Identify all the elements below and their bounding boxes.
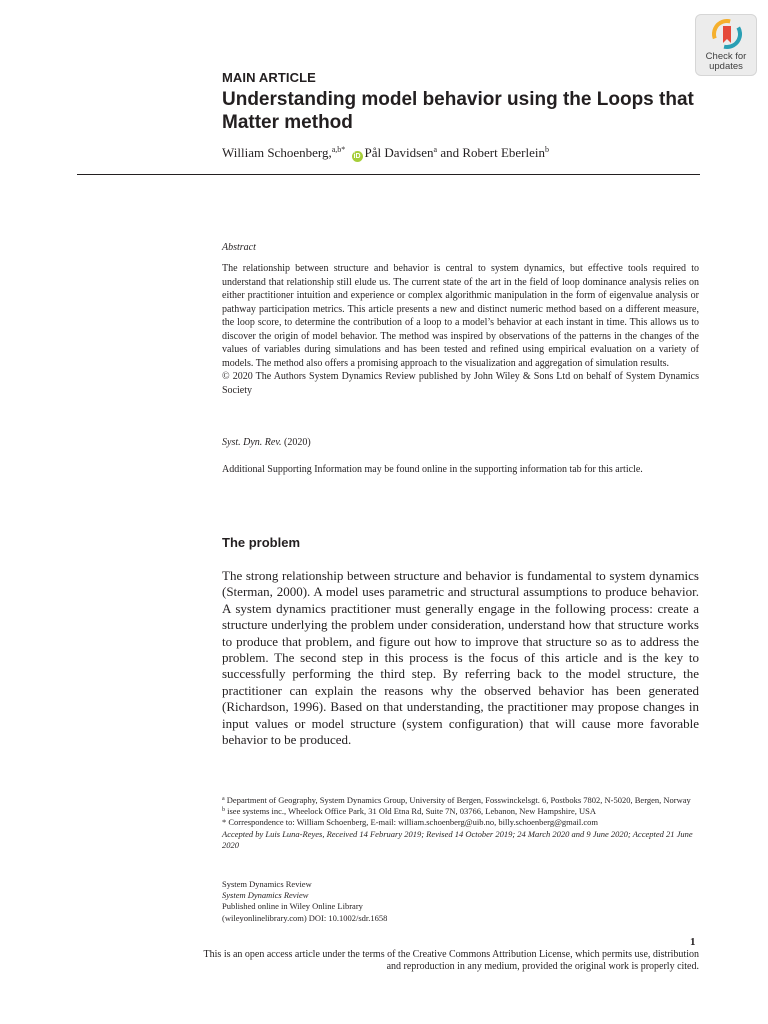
check-for-updates-label <box>696 52 756 72</box>
author-affiliation-mark: a <box>433 145 438 154</box>
author-conjunction: and <box>437 145 463 160</box>
journal-citation <box>222 437 311 448</box>
section-heading: The problem <box>222 535 301 550</box>
copyright-notice: © 2020 The Authors System Dynamics Review published by John Wiley & Sons Ltd on behalf of System Dynamics Society <box>222 371 699 396</box>
section-label: MAIN ARTICLE <box>222 70 316 85</box>
affiliation-footnote-b <box>222 806 699 817</box>
check-for-updates-badge[interactable] <box>695 14 757 76</box>
publication-note: Published online in Wiley Online Library <box>222 901 363 912</box>
author-name[interactable]: Robert Eberlein <box>462 145 546 160</box>
badge-line-1: Check for <box>705 51 747 62</box>
journal-name: System Dynamics Review <box>222 879 312 889</box>
abstract-body <box>222 262 699 397</box>
correspondence-footnote: * Correspondence to: William Schoenberg, E-mail: william.schoenberg@uib.no, billy.schoenberg@gmail.com <box>222 817 599 828</box>
orcid-icon[interactable]: iD <box>353 153 361 160</box>
badge-line-2: updates <box>709 61 743 72</box>
journal-info <box>222 879 387 924</box>
author-list <box>222 145 549 162</box>
page-number: 1 <box>690 936 696 948</box>
acceptance-history: Accepted by Luis Luna-Reyes, Received 14 February 2019; Revised 14 October 2019; 24 March 2020 and 9 June 2020; Accepted 21 June 2020 <box>222 828 693 850</box>
footnote-mark: b <box>222 807 225 814</box>
author-name[interactable]: William Schoenberg, <box>222 145 332 160</box>
article-title: Understanding model behavior using the Loops that Matter method <box>222 89 694 133</box>
citation-year: (2020) <box>281 437 311 448</box>
abstract-text: The relationship between structure and behavior is central to system dynamics, but effective tools required to understand that relationship still elude us. The current state of the art in the field of loop dominance analysis relies on either practitioner intuition and experience or complex algorithmic manipulation in the form of eigenvalue analysis or pathway participation metrics. This article presents a new and distinct numeric method based on a different measure, the loop score, to determine the contribution of a loop to a model’s behavior at each instant in time. This allows us to discover the origin of model behavior. The method was inspired by observations of the patterns in the changes of the values of variables during simulations and has been tested and refined using empirical evaluation on a variety of models. The method also offers a promising approach to the visualization and aggregation of simulation results. <box>222 263 699 369</box>
license-line: and reproduction in any medium, provided the original work is properly cited. <box>386 961 699 972</box>
journal-abbreviation: Syst. Dyn. Rev. <box>222 437 282 448</box>
affiliation-footnote-a <box>222 795 699 806</box>
author-name[interactable]: Pål Davidsen <box>364 145 434 160</box>
author-affiliation-mark: b <box>545 145 550 154</box>
footnote-mark: a <box>222 796 225 802</box>
body-paragraph: The strong relationship between structure and behavior is fundamental to system dynamics (Sterman, 2000). A model uses parametric and structural assumptions to produce behavior. A system dynamics practitioner must generally engage in the following process: create a structure underlying the problem under consideration, understand how that structure works to produce that problem, and figure out how to improve that structure so as to address the problem. The second step in this process is the focus of this article and is the key to successfully performing the third step. By referring back to the model structure, the practitioner can explain the reasons why the observed behavior has been generated (Richardson, 1996). Based on that understanding, the practitioner may propose changes in input values or model structure (system configuration) that will cause more favorable behavior to be produced. <box>222 568 699 748</box>
license-line: This is an open access article under the terms of the Creative Commons Attribution License, which permits use, distribution <box>203 949 699 960</box>
footnotes <box>222 795 699 851</box>
header-divider <box>77 174 700 175</box>
author-affiliation-mark: a,b* <box>331 145 346 154</box>
footnote-text: isee systems inc., Wheelock Office Park, 31 Old Etna Rd, Suite 7N, 03766, Lebanon, New Hampshire, USA <box>225 806 597 817</box>
crossmark-icon <box>712 19 742 51</box>
footnote-text: Department of Geography, System Dynamics Group, University of Bergen, Fosswinckelsgt. 6, Postboks 7802, N-5020, Bergen, Norway <box>224 795 691 805</box>
doi-line[interactable]: (wileyonlinelibrary.com) DOI: 10.1002/sdr.1658 <box>222 912 388 923</box>
abstract-heading: Abstract <box>222 242 256 253</box>
license-notice <box>60 949 699 973</box>
supporting-information-note: Additional Supporting Information may be found online in the supporting information tab for this article. <box>222 464 643 475</box>
journal-name-italic: System Dynamics Review <box>222 890 309 901</box>
